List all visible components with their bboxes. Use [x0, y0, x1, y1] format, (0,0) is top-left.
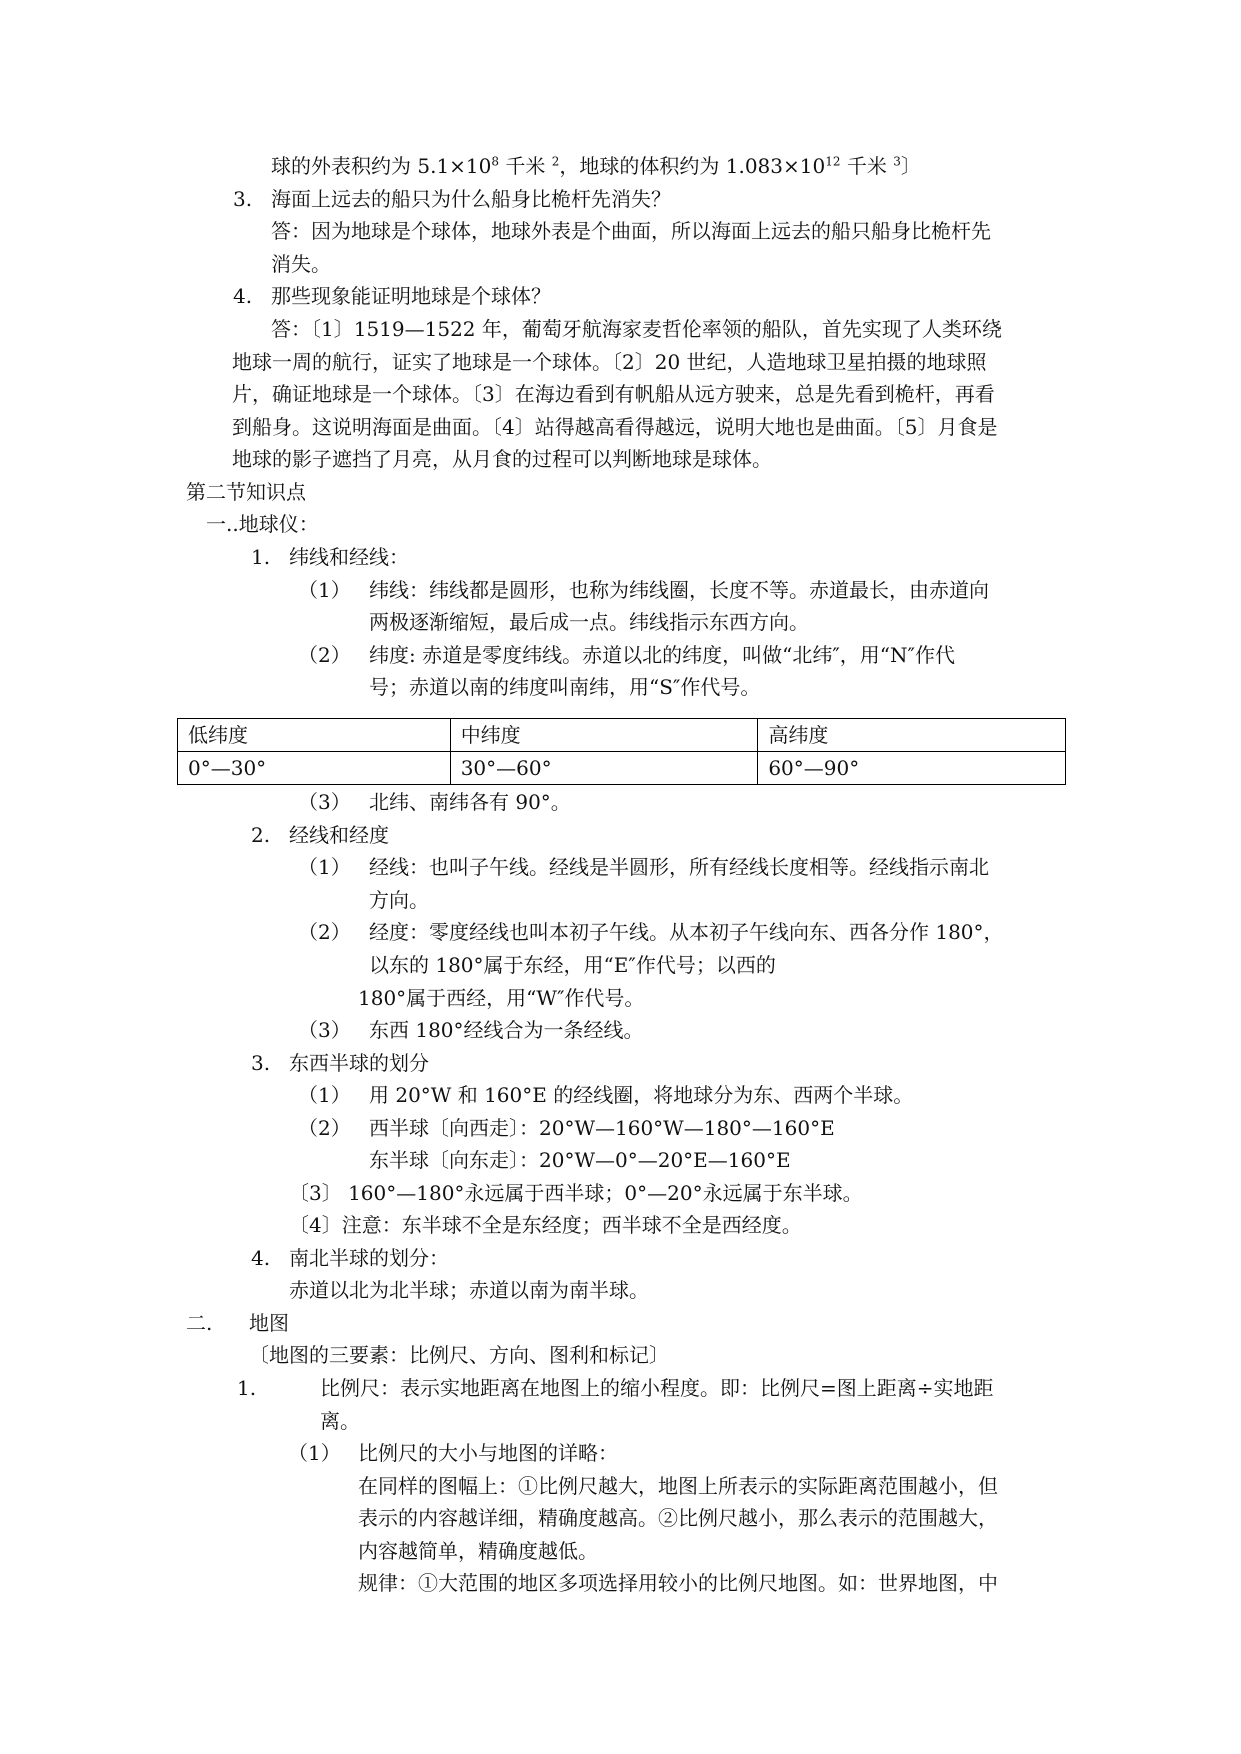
sub-number: （1） [298, 578, 351, 602]
table-header-cell: 中纬度 [450, 719, 758, 752]
section-title: 第二节知识点 [186, 480, 306, 504]
text-segment: 千米 [840, 154, 894, 178]
table-cell: 60°—90° [758, 752, 1066, 785]
table-cell: 30°—60° [450, 752, 758, 785]
sub-text: 180°属于西经，用“W″作代号。 [358, 986, 645, 1010]
answer-line: 消失。 [271, 252, 331, 276]
sub-number: （2） [298, 643, 351, 667]
item-title: 东西半球的划分 [289, 1051, 429, 1075]
sub-number: （1） [298, 855, 351, 879]
sub-text: 〔4〕注意：东半球不全是东经度；西半球不全是西经度。 [289, 1213, 802, 1237]
sub-text: 内容越简单，精确度越低。 [358, 1539, 598, 1563]
item-number: 2. [251, 823, 271, 847]
question-text: 那些现象能证明地球是个球体？ [271, 284, 551, 308]
sub-text: 东半球〔向东走〕：20°W—0°—20°E—160°E [369, 1148, 791, 1172]
sub-text: 表示的内容越详细，精确度越高。②比例尺越小，那么表示的范围越大， [358, 1506, 998, 1530]
sub-text: 纬度: 赤道是零度纬线。赤道以北的纬度，叫做“北纬″，用“N″作代 [369, 643, 955, 667]
superscript: 2 [551, 154, 560, 169]
section-heading: 地图 [249, 1311, 289, 1335]
sub-text: 方向。 [369, 888, 429, 912]
item-number: 1. [251, 545, 271, 569]
sub-number: （3） [298, 790, 351, 814]
sub-number: （2） [298, 920, 351, 944]
sub-number: （1） [288, 1441, 341, 1465]
sub-text: 两极逐渐缩短，最后成一点。纬线指示东西方向。 [369, 610, 809, 634]
text-segment: 千米 [499, 154, 552, 178]
superscript: 12 [825, 154, 841, 169]
item-number: 3. [251, 1051, 271, 1075]
sub-text: 东西 180°经线合为一条经线。 [369, 1018, 644, 1042]
answer-line: 地球一周的航行，证实了地球是一个球体。〔2〕20 世纪，人造地球卫星拍摄的地球照 [232, 350, 987, 374]
question-text: 海面上远去的船只为什么船身比桅杆先消失？ [271, 187, 671, 211]
item-title: 纬线和经线： [289, 545, 409, 569]
superscript: 3 [893, 154, 901, 169]
answer-line: 答：〔1〕1519—1522 年，葡萄牙航海家麦哲伦率领的船队，首先实现了人类环绕 [271, 317, 1002, 341]
item-number: 4. [251, 1246, 271, 1270]
answer-line: 地球的影子遮挡了月亮，从月食的过程可以判断地球是球体。 [232, 447, 772, 471]
question-number: 3. [233, 187, 253, 211]
item-text: 比例尺：表示实地距离在地图上的缩小程度。即：比例尺=图上距离÷实地距 [320, 1376, 994, 1400]
section-number: 二. [186, 1311, 213, 1335]
table-cell: 0°—30° [178, 752, 451, 785]
text-segment: 球的外表积约为 5.1×10 [271, 154, 492, 178]
sub-number: （2） [298, 1116, 351, 1140]
answer-line: 答：因为地球是个球体，地球外表是个曲面，所以海面上远去的船只船身比桅杆先 [271, 219, 991, 243]
table-header-row [178, 719, 1066, 752]
table-header-cell: 高纬度 [758, 719, 1066, 752]
sub-text: 北纬、南纬各有 90°。 [369, 790, 571, 814]
sub-text: 纬线：纬线都是圆形，也称为纬线圈，长度不等。赤道最长，由赤道向 [369, 578, 989, 602]
sub-number: （3） [298, 1018, 351, 1042]
question-number: 4. [233, 284, 253, 308]
item-body: 赤道以北为北半球；赤道以南为南半球。 [289, 1278, 649, 1302]
item-title: 经线和经度 [289, 823, 389, 847]
sub-text: 以东的 180°属于东经，用“E″作代号；以西的 [369, 953, 776, 977]
heading: 一..地球仪： [206, 512, 319, 536]
sub-text: 经度：零度经线也叫本初子午线。从本初子午线向东、西各分作 180°， [369, 920, 1004, 944]
text-line [271, 150, 921, 182]
sub-text: 用 20°W 和 160°E 的经线圈，将地球分为东、西两个半球。 [369, 1083, 914, 1107]
sub-text: 西半球〔向西走〕：20°W—160°W—180°—160°E [369, 1116, 835, 1140]
sub-text: 号；赤道以南的纬度叫南纬，用“S″作代号。 [369, 675, 761, 699]
answer-line: 到船身。这说明海面是曲面。〔4〕站得越高看得越远，说明大地也是曲面。〔5〕月食是 [232, 415, 998, 439]
sub-text: 经线：也叫子午线。经线是半圆形，所有经线长度相等。经线指示南北 [369, 855, 989, 879]
answer-line: 片，确证地球是一个球体。〔3〕在海边看到有帆船从远方驶来，总是先看到桅杆，再看 [232, 382, 995, 406]
item-number: 1. [237, 1376, 257, 1400]
text-segment: ，地球的体积约为 1.083×10 [559, 154, 826, 178]
note: 〔地图的三要素：比例尺、方向、图利和标记〕 [249, 1343, 669, 1367]
latitude-table [177, 718, 1066, 785]
sub-number: （1） [298, 1083, 351, 1107]
item-text: 离。 [320, 1409, 360, 1433]
text-segment: 〕 [900, 154, 921, 178]
table-row [178, 752, 1066, 785]
table-header-cell: 低纬度 [178, 719, 451, 752]
superscript: 8 [491, 154, 500, 169]
sub-title: 比例尺的大小与地图的详略： [358, 1441, 618, 1465]
sub-text: 规律：①大范围的地区多项选择用较小的比例尺地图。如：世界地图，中 [358, 1571, 998, 1595]
sub-text: 在同样的图幅上：①比例尺越大，地图上所表示的实际距离范围越小，但 [358, 1474, 998, 1498]
item-title: 南北半球的划分： [289, 1246, 449, 1270]
sub-text: 〔3〕 160°—180°永远属于西半球；0°—20°永远属于东半球。 [289, 1181, 863, 1205]
